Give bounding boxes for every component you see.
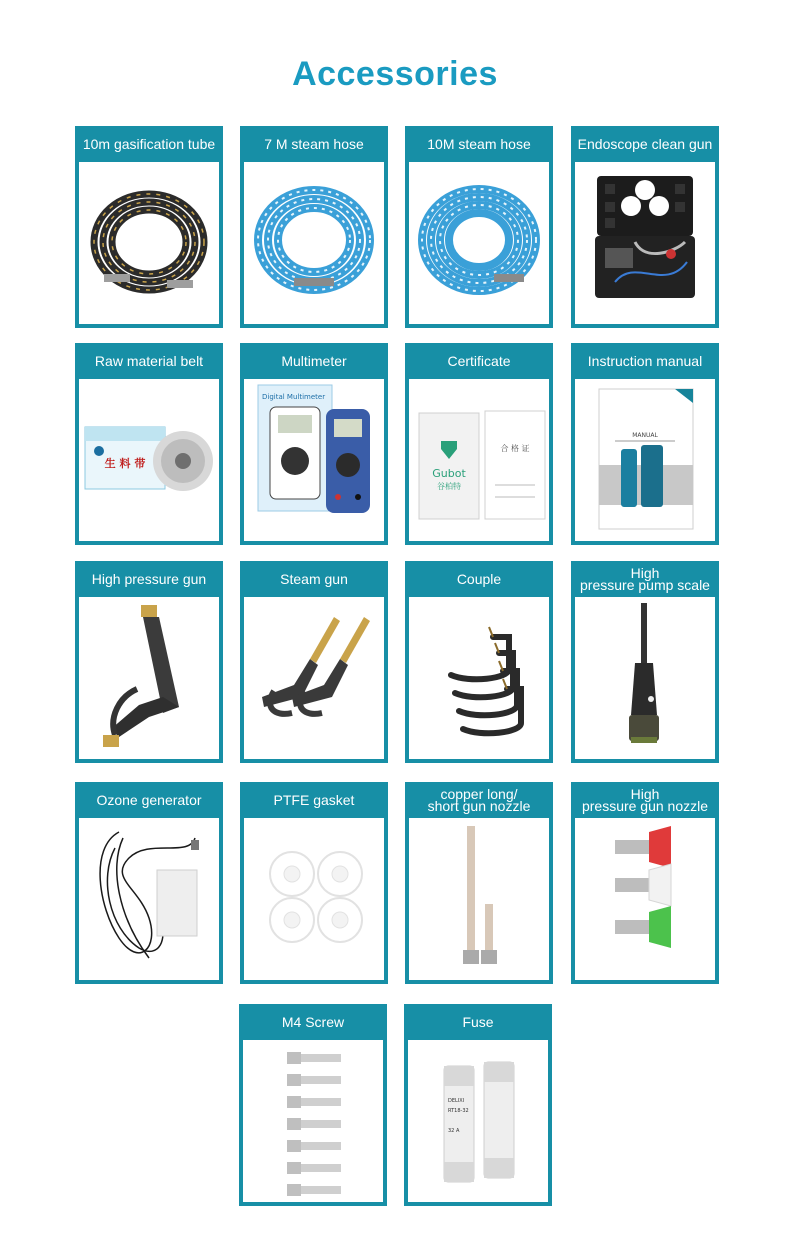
pressure-gun-icon: [79, 597, 219, 759]
digital-multimeter-icon: [244, 379, 384, 541]
page-title: Accessories: [292, 55, 498, 93]
accessory-card: [405, 126, 553, 328]
steam-gun-pair-icon: [244, 597, 384, 759]
coupling-hooks-icon: [409, 597, 549, 759]
quick-connect-nozzle-icon: [575, 818, 715, 980]
accessory-card: [75, 126, 223, 328]
accessory-card: [405, 343, 553, 545]
card-label: Raw material belt: [94, 353, 204, 369]
card-label: High pressure pump scale: [580, 565, 710, 593]
manual-cover-title: MANUAL: [632, 432, 658, 439]
card-label: Steam gun: [280, 571, 348, 587]
card-label: copper long/ short gun nozzle: [427, 786, 531, 814]
blue-hose-coil-icon: [244, 162, 384, 324]
ozone-generator-icon: [79, 818, 219, 980]
card-label: Endoscope clean gun: [577, 136, 713, 152]
accessory-card: [571, 782, 719, 984]
hex-screw-icon: [243, 1040, 383, 1202]
accessory-card: [571, 126, 719, 328]
card-label: M4 Screw: [281, 1014, 345, 1030]
blue-hose-coil-icon: [409, 162, 549, 324]
pump-scale-probe-icon: [575, 597, 715, 759]
accessory-card: [571, 561, 719, 763]
card-label: Ozone generator: [96, 792, 202, 808]
fuse-model: RT18-32: [448, 1108, 469, 1114]
ptfe-tape-box-icon: [79, 379, 219, 541]
card-label: Certificate: [447, 353, 511, 369]
accessory-card: [405, 561, 553, 763]
black-hose-coil-icon: [79, 162, 219, 324]
tool-case-icon: [575, 162, 715, 324]
accessory-card: [239, 1004, 387, 1206]
card-label: Couple: [456, 571, 502, 587]
ptfe-gasket-icon: [244, 818, 384, 980]
card-label: Multimeter: [281, 353, 347, 369]
accessory-card: [75, 343, 223, 545]
card-label: 7 M steam hose: [264, 136, 364, 152]
card-label: 10M steam hose: [427, 136, 531, 152]
accessory-card: [75, 561, 223, 763]
belt-label: 生 料 带: [104, 457, 146, 470]
cert-brand-cn: 谷柏特: [437, 482, 461, 491]
card-label: Fuse: [462, 1014, 494, 1030]
accessory-card: [240, 561, 388, 763]
copper-nozzle-icon: [409, 818, 549, 980]
fuse-rating: 32 A: [448, 1128, 460, 1134]
fuse-brand: DELIXI: [448, 1098, 465, 1104]
accessory-card: [240, 126, 388, 328]
card-label: High pressure gun: [91, 571, 207, 587]
cert-title: 合 格 证: [500, 444, 530, 453]
cartridge-fuse-icon: [408, 1040, 548, 1202]
accessory-card: [75, 782, 223, 984]
card-label: High pressure gun nozzle: [581, 786, 709, 814]
cert-brand: Gubot: [432, 467, 466, 480]
certificate-icon: [409, 379, 549, 541]
card-label: PTFE gasket: [273, 792, 355, 808]
accessory-card: [240, 782, 388, 984]
accessory-card: [571, 343, 719, 545]
manual-booklet-icon: [575, 379, 715, 541]
accessory-card: [404, 1004, 552, 1206]
card-label: Instruction manual: [587, 353, 703, 369]
multimeter-box-label: Digital Multimeter: [262, 393, 326, 401]
accessory-card: [405, 782, 553, 984]
card-label: 10m gasification tube: [82, 136, 216, 152]
accessory-card: [240, 343, 388, 545]
